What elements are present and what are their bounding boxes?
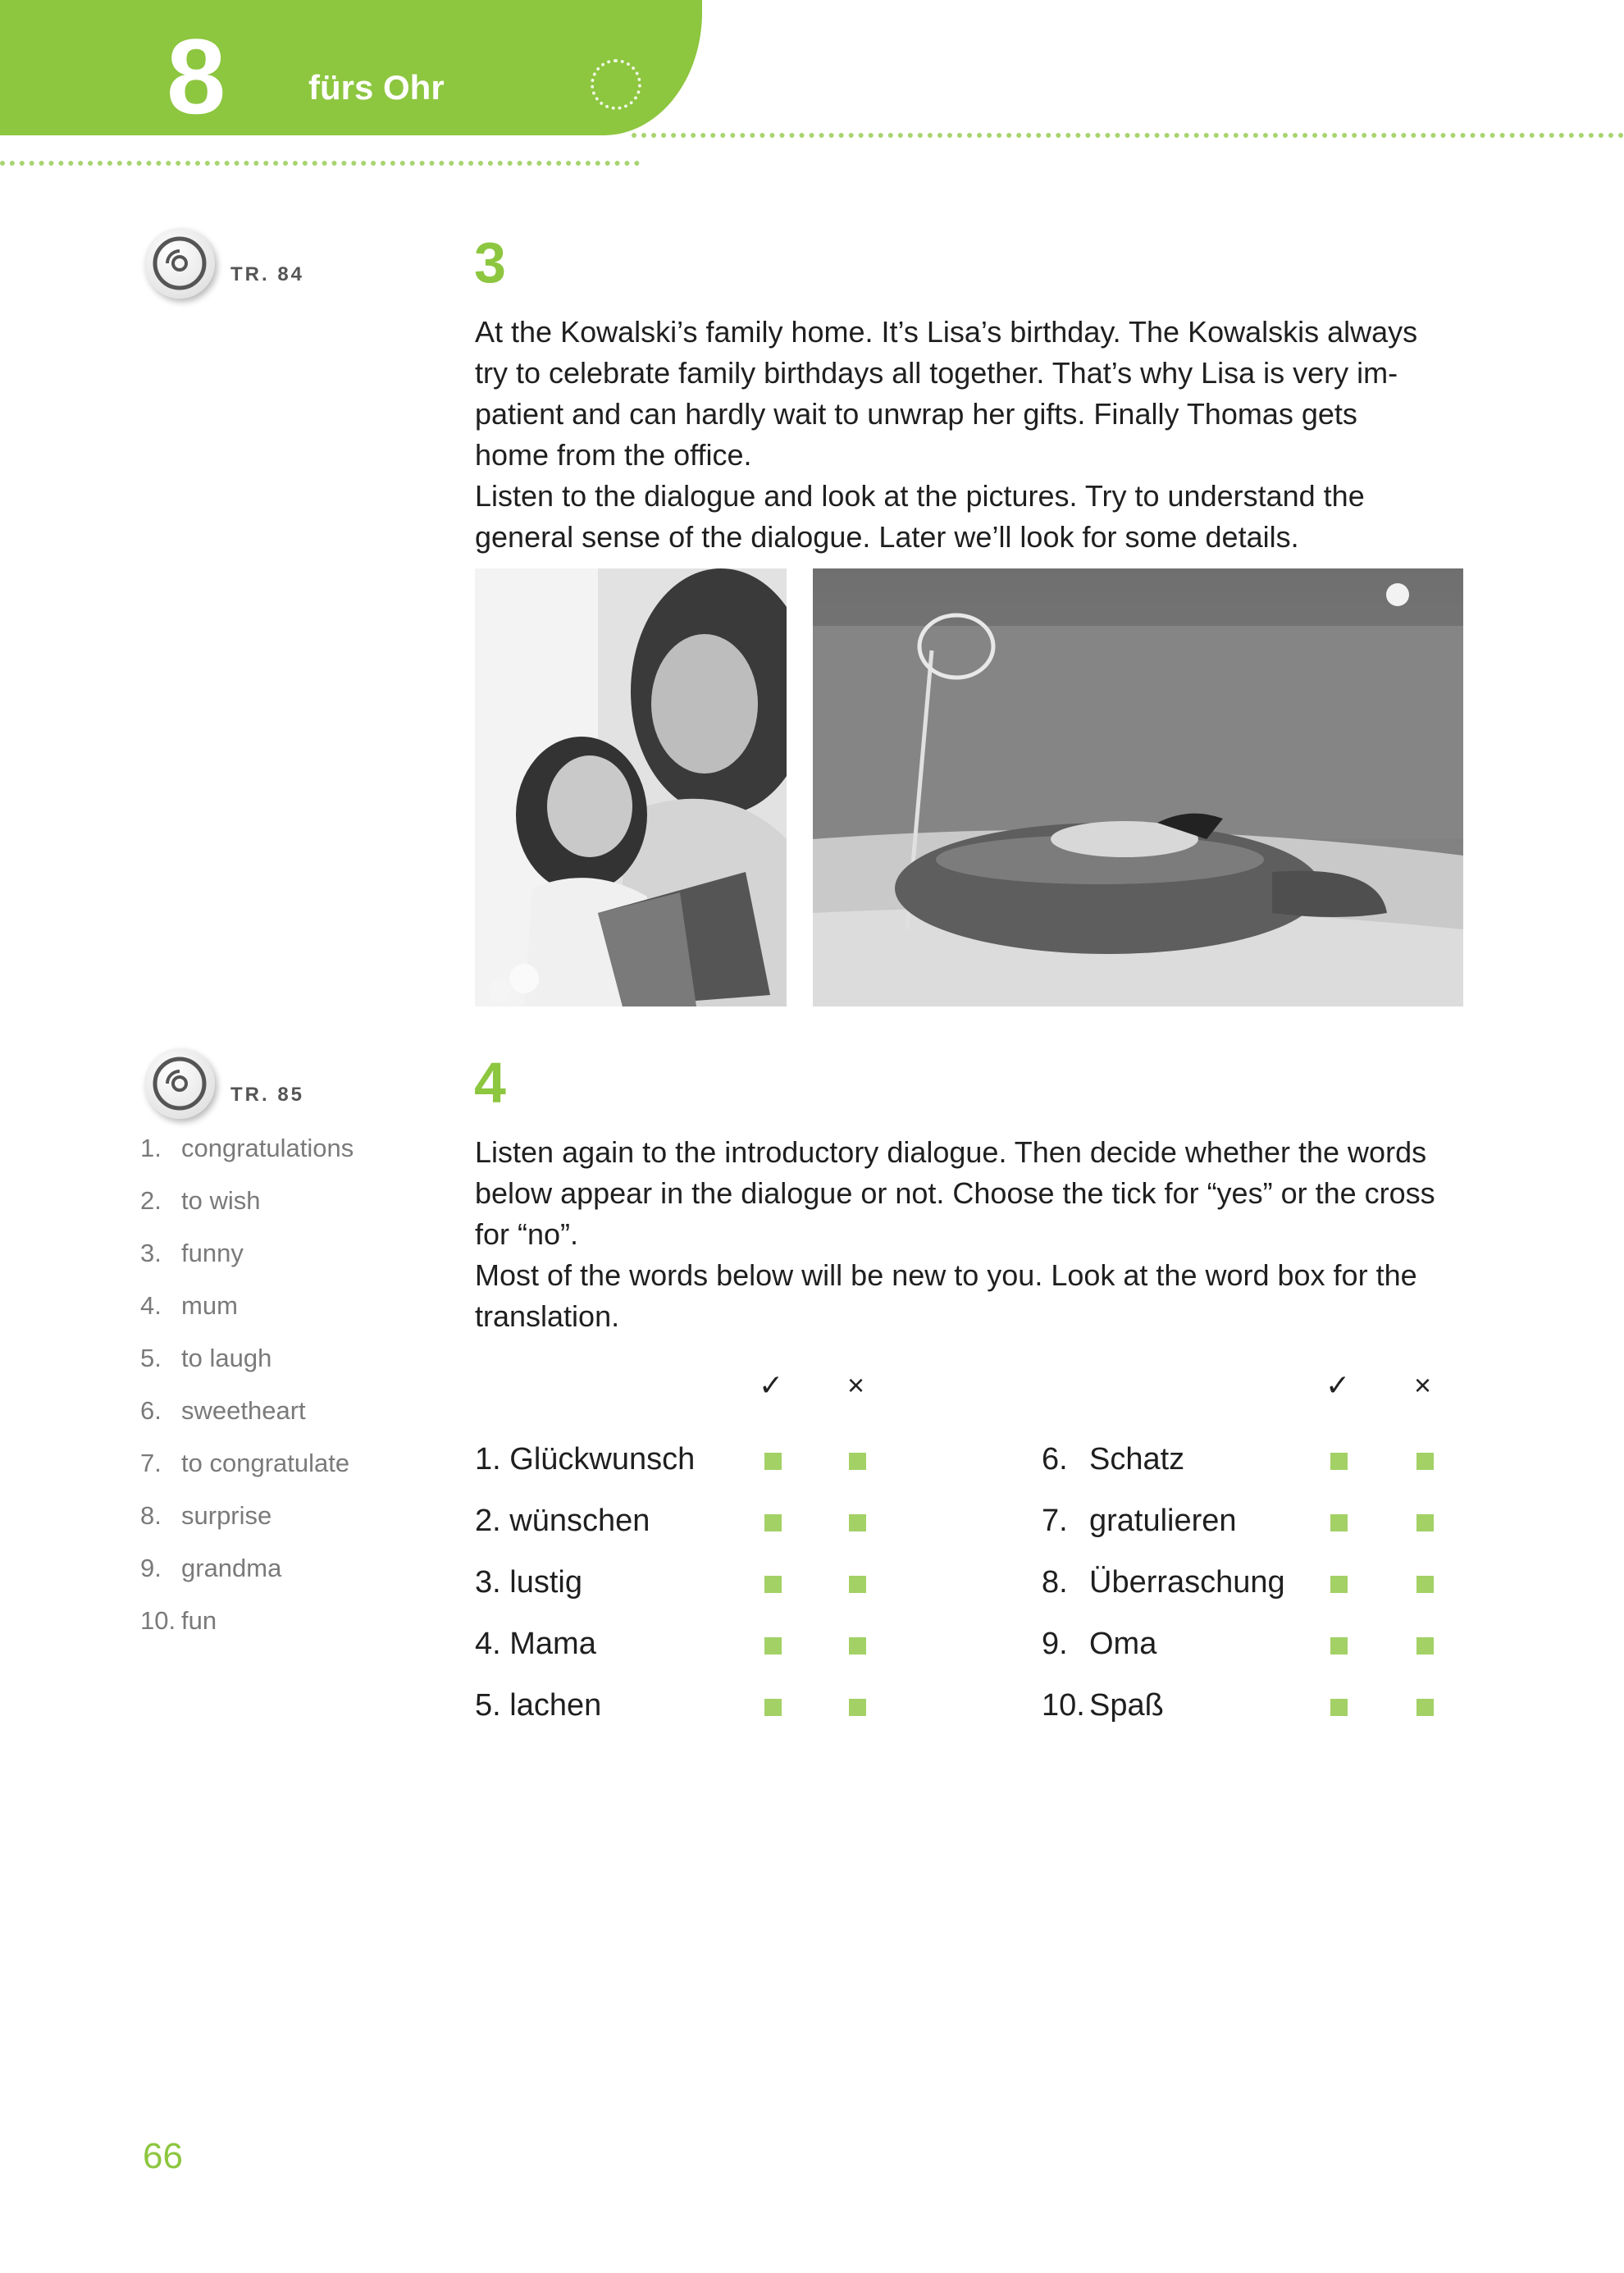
list-item: 1. congratulations xyxy=(140,1134,354,1162)
cross-icon: × xyxy=(847,1368,865,1402)
tick-icon: ✓ xyxy=(759,1368,784,1402)
text-line: home from the office. xyxy=(475,438,752,472)
tick-checkbox[interactable] xyxy=(1330,1637,1348,1655)
text-line: for “no”. xyxy=(475,1217,579,1251)
vocab-item: 6. Schatz xyxy=(1042,1442,1185,1477)
vocab-item: 1. Glückwunsch xyxy=(475,1442,696,1477)
tick-checkbox[interactable] xyxy=(764,1637,782,1655)
tick-checkbox[interactable] xyxy=(764,1453,782,1470)
list-item: 8. surprise xyxy=(140,1501,272,1530)
cross-icon: × xyxy=(1414,1368,1432,1402)
vocab-item: 2. wünschen xyxy=(475,1504,650,1538)
vocab-item: 3. lustig xyxy=(475,1565,582,1600)
track-label: TR. 84 xyxy=(230,263,305,285)
list-item: 4. mum xyxy=(140,1291,238,1320)
vocab-item: 7. gratulieren xyxy=(1042,1504,1237,1538)
cross-checkbox[interactable] xyxy=(1416,1453,1434,1470)
exercise-number: 3 xyxy=(474,230,506,294)
text-line: below appear in the dialogue or not. Choose the tick for “yes” or the cross xyxy=(475,1176,1435,1210)
exercise-3-instructions xyxy=(475,312,1484,558)
text-line: patient and can hardly wait to unwrap her gifts. Finally Thomas gets xyxy=(475,397,1357,431)
text-line: general sense of the dialogue. Later we’ll look for some details. xyxy=(475,520,1299,554)
cross-checkbox[interactable] xyxy=(849,1699,866,1716)
dotted-divider-left xyxy=(0,161,640,166)
tick-checkbox[interactable] xyxy=(1330,1514,1348,1531)
exercise-4-instructions xyxy=(475,1132,1484,1337)
tick-checkbox[interactable] xyxy=(1330,1453,1348,1470)
list-item: 3. funny xyxy=(140,1239,244,1267)
vocab-item: 8. Überraschung xyxy=(1042,1565,1285,1600)
list-item: 10. fun xyxy=(140,1606,217,1635)
cross-checkbox[interactable] xyxy=(1416,1576,1434,1593)
text-line: try to celebrate family birthdays all together. That’s why Lisa is very im- xyxy=(475,356,1398,390)
chapter-title: fürs Ohr xyxy=(308,68,445,107)
word-box xyxy=(140,1122,411,1647)
list-item: 9. grandma xyxy=(140,1554,282,1582)
tick-checkbox[interactable] xyxy=(764,1514,782,1531)
exercise-number: 4 xyxy=(474,1051,506,1115)
cross-checkbox[interactable] xyxy=(849,1637,866,1655)
text-line: translation. xyxy=(475,1299,620,1333)
track-label: TR. 85 xyxy=(230,1084,305,1106)
tick-checkbox[interactable] xyxy=(764,1576,782,1593)
tick-icon: ✓ xyxy=(1325,1368,1351,1402)
page-number: 66 xyxy=(143,2136,183,2176)
text-line: Listen to the dialogue and look at the pictures. Try to understand the xyxy=(475,479,1365,513)
cross-checkbox[interactable] xyxy=(1416,1514,1434,1531)
list-item: 2. to wish xyxy=(140,1186,261,1215)
cd-icon[interactable] xyxy=(144,228,215,299)
cross-checkbox[interactable] xyxy=(849,1453,866,1470)
chapter-number: 8 xyxy=(167,16,226,136)
vocab-item: 10. Spaß xyxy=(1042,1688,1164,1723)
vocab-item: 9. Oma xyxy=(1042,1627,1157,1661)
vocab-item: 4. Mama xyxy=(475,1627,596,1661)
cd-icon[interactable] xyxy=(144,1048,215,1119)
tick-checkbox[interactable] xyxy=(1330,1699,1348,1716)
text-line: Listen again to the introductory dialogue. Then decide whether the words xyxy=(475,1135,1427,1169)
tick-checkbox[interactable] xyxy=(1330,1576,1348,1593)
list-item: 7. to congratulate xyxy=(140,1449,350,1477)
text-line: Most of the words below will be new to you. Look at the word box for the xyxy=(475,1258,1417,1292)
cross-checkbox[interactable] xyxy=(1416,1637,1434,1655)
cross-checkbox[interactable] xyxy=(1416,1699,1434,1716)
tick-checkbox[interactable] xyxy=(764,1699,782,1716)
photo-beach-inflatable xyxy=(813,568,1463,1006)
vocab-item: 5. lachen xyxy=(475,1688,602,1723)
dotted-divider-right xyxy=(632,133,1624,138)
list-item: 5. to laugh xyxy=(140,1344,272,1372)
cross-checkbox[interactable] xyxy=(849,1576,866,1593)
text-line: At the Kowalski’s family home. It’s Lisa’s birthday. The Kowalskis always xyxy=(475,315,1418,349)
photo-mother-daughter xyxy=(475,568,787,1006)
cross-checkbox[interactable] xyxy=(849,1514,866,1531)
list-item: 6. sweetheart xyxy=(140,1396,306,1425)
